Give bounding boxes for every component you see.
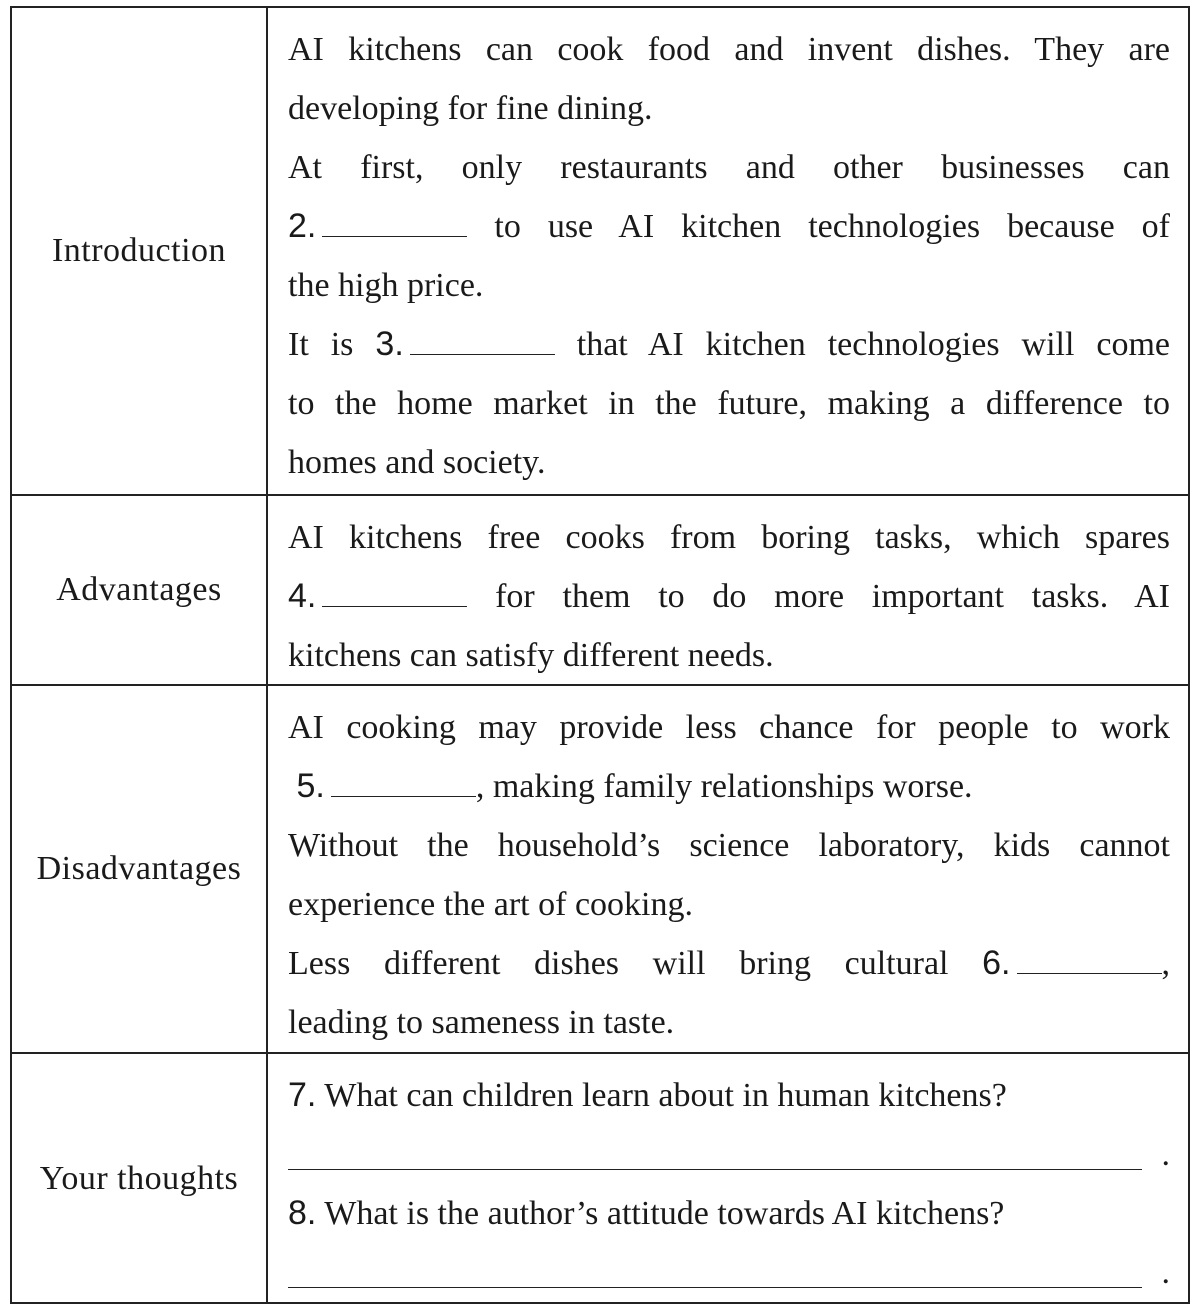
text-line [288,315,1170,374]
text-fragment: to use AI kitchen technologies because of [494,208,1170,245]
question-text-7: What can children learn about in human kitchens? [324,1077,1007,1114]
answer-line-8[interactable] [288,1243,1170,1302]
table-row-advantages [12,496,1188,686]
answer-rule [288,1169,1142,1170]
question-8 [288,1184,1170,1243]
text-fragment: , [1161,945,1170,982]
answer-blank-6[interactable] [1017,943,1162,974]
text-line: experience the art of cooking. [288,886,693,923]
text-fragment: that AI kitchen technologies will come [576,326,1170,363]
question-number-6: 6. [982,944,1011,982]
text-line: At first, only restaurants and other businesses can [288,149,1170,186]
question-number-8: 8. [288,1194,317,1232]
text-fragment: Less different dishes will bring cultural [288,945,949,982]
table-row-disadvantages [12,686,1188,1054]
answer-blank-2[interactable] [322,206,467,237]
answer-line-7[interactable] [288,1125,1170,1184]
text-line: to the home market in the future, making a difference to [288,385,1170,422]
text-line [288,197,1170,256]
worksheet-table [10,6,1190,1304]
answer-blank-5[interactable] [331,766,476,797]
text-line: Without the household’s science laboratory, kids cannot [288,827,1170,864]
text-line: AI kitchens free cooks from boring tasks, which spares [288,519,1170,556]
table-row-introduction [12,8,1188,496]
row-label-advantages: Advantages [12,496,268,684]
row-content-disadvantages [268,686,1188,1052]
row-content-advantages [268,496,1188,684]
answer-blank-3[interactable] [410,324,555,355]
answer-rule [288,1287,1142,1288]
text-line [288,567,1170,626]
question-number-5: 5. [296,767,325,805]
answer-period: . [1161,1254,1170,1291]
text-line [288,934,1170,993]
question-text-8: What is the author’s attitude towards AI kitchens? [324,1195,1005,1232]
text-fragment: It is [288,326,354,363]
text-fragment: , making family relationships worse. [475,768,973,805]
text-line: homes and society. [288,444,546,481]
text-line: leading to sameness in taste. [288,1004,675,1041]
question-number-4: 4. [288,577,317,615]
text-line: developing for fine dining. [288,90,653,127]
row-label-disadvantages: Disadvantages [12,686,268,1052]
text-line [288,757,1170,816]
text-line: AI cooking may provide less chance for people to work [288,709,1170,746]
row-content-introduction [268,8,1188,494]
row-label-your-thoughts: Your thoughts [12,1054,268,1304]
row-content-your-thoughts [268,1054,1188,1304]
text-line: AI kitchens can cook food and invent dishes. They are [288,31,1170,68]
question-number-3: 3. [375,325,404,363]
question-number-2: 2. [288,207,317,245]
answer-blank-4[interactable] [322,576,467,607]
question-number-7: 7. [288,1076,317,1114]
text-line: the high price. [288,267,484,304]
question-7 [288,1066,1170,1125]
table-row-your-thoughts [12,1054,1188,1304]
text-fragment: for them to do more important tasks. AI [495,578,1170,615]
row-label-introduction: Introduction [12,8,268,494]
text-line: kitchens can satisfy different needs. [288,637,774,674]
answer-period: . [1161,1136,1170,1173]
